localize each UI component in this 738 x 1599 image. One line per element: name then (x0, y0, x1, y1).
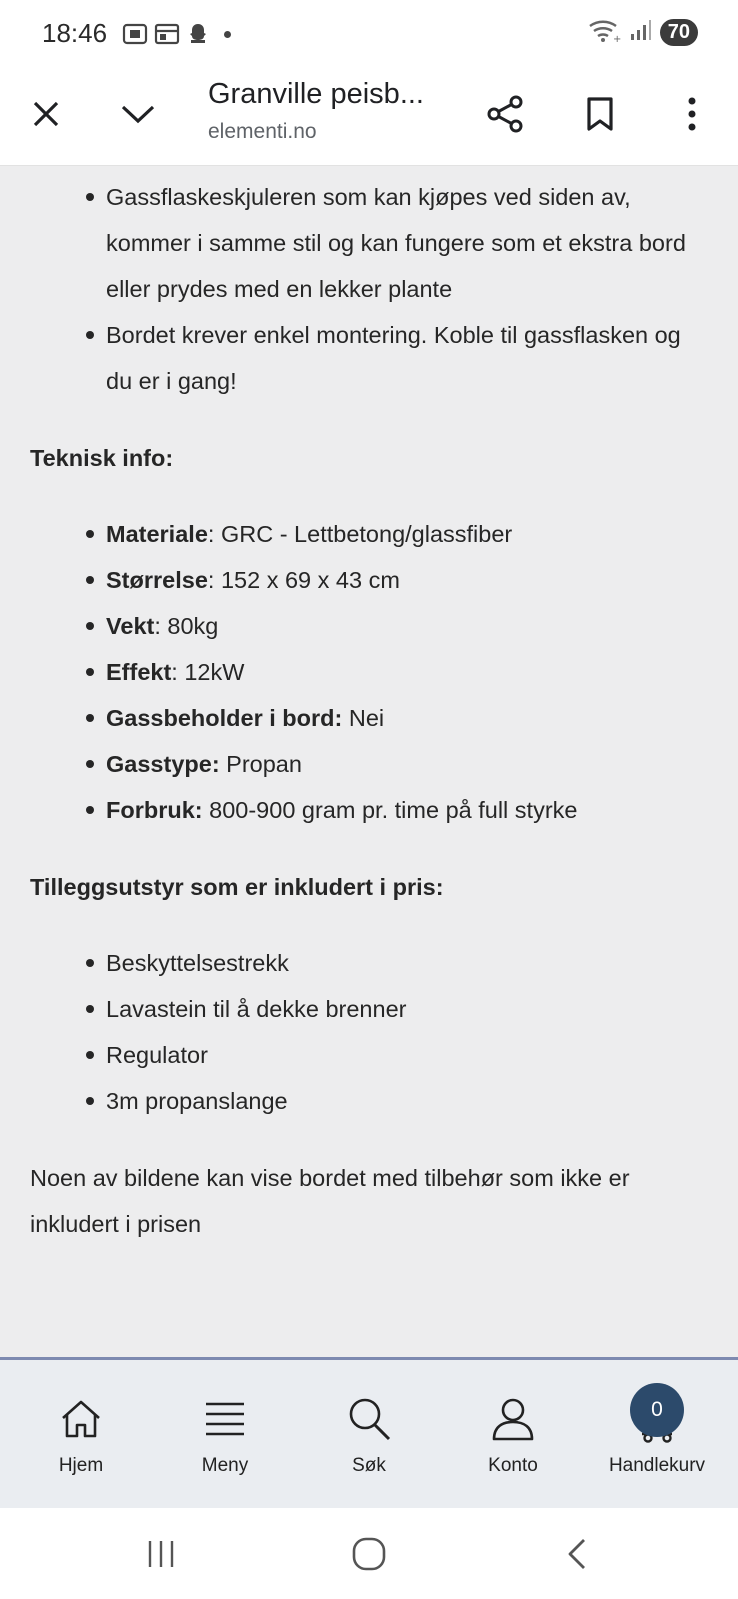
bookmark-button[interactable] (574, 88, 626, 140)
back-system-button[interactable] (554, 1534, 600, 1574)
list-item: Regulator (106, 1032, 708, 1078)
page-url: elementi.no (208, 120, 317, 143)
account-icon (488, 1394, 538, 1444)
spec-label: Størrelse (106, 567, 208, 593)
more-options-button[interactable] (666, 88, 718, 140)
spec-item (106, 511, 708, 557)
minimize-button[interactable] (112, 88, 164, 140)
recent-apps-button[interactable] (138, 1534, 184, 1574)
status-time: 18:46 (42, 18, 108, 48)
home-system-button[interactable] (346, 1534, 392, 1574)
spec-sep: : (207, 567, 221, 593)
nav-label: Handlekurv (608, 1455, 706, 1476)
close-button[interactable] (20, 88, 72, 140)
page-title: Granville peisb... (208, 78, 424, 110)
spec-label: Forbruk (106, 797, 195, 823)
status-icons-left (122, 22, 231, 46)
accessories-list (30, 940, 708, 1124)
spec-sep: : (211, 751, 227, 777)
menu-icon (200, 1394, 250, 1444)
tech-info-heading: Teknisk info: (30, 445, 174, 471)
more-vert-icon (686, 96, 698, 132)
spec-sep: : (194, 797, 210, 823)
bottom-navigation (0, 1357, 738, 1508)
spec-sep: : (207, 521, 221, 547)
list-item: Gassflaskeskjuleren som kan kjøpes ved siden av, kommer i samme stil og kan fungere som et ekstra bord eller prydes med en lekker plante (106, 174, 708, 312)
feature-list (30, 166, 708, 404)
screenshot-icon (122, 22, 148, 46)
recent-apps-icon (144, 1539, 178, 1569)
search-icon (344, 1394, 394, 1444)
nav-label: Meny (201, 1455, 249, 1476)
spec-label: Materiale (106, 521, 208, 547)
spec-item (106, 649, 708, 695)
system-navigation-bar (0, 1508, 738, 1599)
spec-item (106, 695, 708, 741)
spec-value: 12kW (184, 659, 245, 685)
list-item: Beskyttelsestrekk (106, 940, 708, 986)
accessories-heading: Tilleggsutstyr som er inkludert i pris: (30, 874, 444, 900)
close-icon (30, 98, 62, 130)
spec-value: Nei (348, 705, 385, 731)
home-icon (56, 1394, 106, 1444)
spec-label: Gassbeholder i bord (106, 705, 335, 731)
nav-label: Søk (352, 1455, 386, 1476)
list-item: 3m propanslange (106, 1078, 708, 1124)
spec-label: Effekt (106, 659, 172, 685)
bookmark-icon (585, 96, 615, 132)
spec-sep: : (154, 613, 168, 639)
spec-value: 152 x 69 x 43 cm (220, 567, 400, 593)
spec-item (106, 557, 708, 603)
nav-label: Konto (488, 1455, 538, 1476)
notification-dot (224, 31, 231, 38)
share-icon (486, 94, 526, 134)
list-item: Lavastein til å dekke brenner (106, 986, 708, 1032)
spec-value: 80kg (167, 613, 219, 639)
calendar-icon (154, 22, 180, 46)
cart-count-badge: 0 (630, 1383, 684, 1437)
spec-label: Vekt (106, 613, 155, 639)
spec-value: GRC - Lettbetong/glassfiber (220, 521, 513, 547)
spec-item (106, 787, 708, 833)
share-button[interactable] (480, 88, 532, 140)
wifi-icon (588, 18, 622, 47)
signal-icon (630, 19, 652, 46)
spec-item (106, 741, 708, 787)
spec-sep: : (334, 705, 349, 731)
spec-label: Gasstype (106, 751, 212, 777)
svg-text:+: + (612, 34, 622, 42)
home-circle-icon (351, 1536, 387, 1572)
chevron-down-icon (120, 102, 156, 126)
product-description (0, 166, 738, 1247)
status-bar (0, 0, 738, 68)
spec-list (30, 511, 708, 833)
spec-sep: : (171, 659, 185, 685)
snapchat-icon (186, 22, 210, 46)
footnote: Noen av bildene kan vise bordet med tilbehør som ikke er inkludert i prisen (30, 1165, 630, 1237)
back-icon (564, 1537, 590, 1571)
spec-value: Propan (226, 751, 302, 777)
list-item: Bordet krever enkel montering. Koble til gassflasken og du er i gang! (106, 312, 708, 404)
nav-label: Hjem (58, 1455, 104, 1476)
battery-indicator: 70 (660, 19, 698, 46)
status-icons-right (588, 18, 698, 47)
custom-tab-toolbar (0, 68, 738, 166)
spec-value: 800-900 gram pr. time på full styrke (209, 797, 578, 823)
spec-item (106, 603, 708, 649)
